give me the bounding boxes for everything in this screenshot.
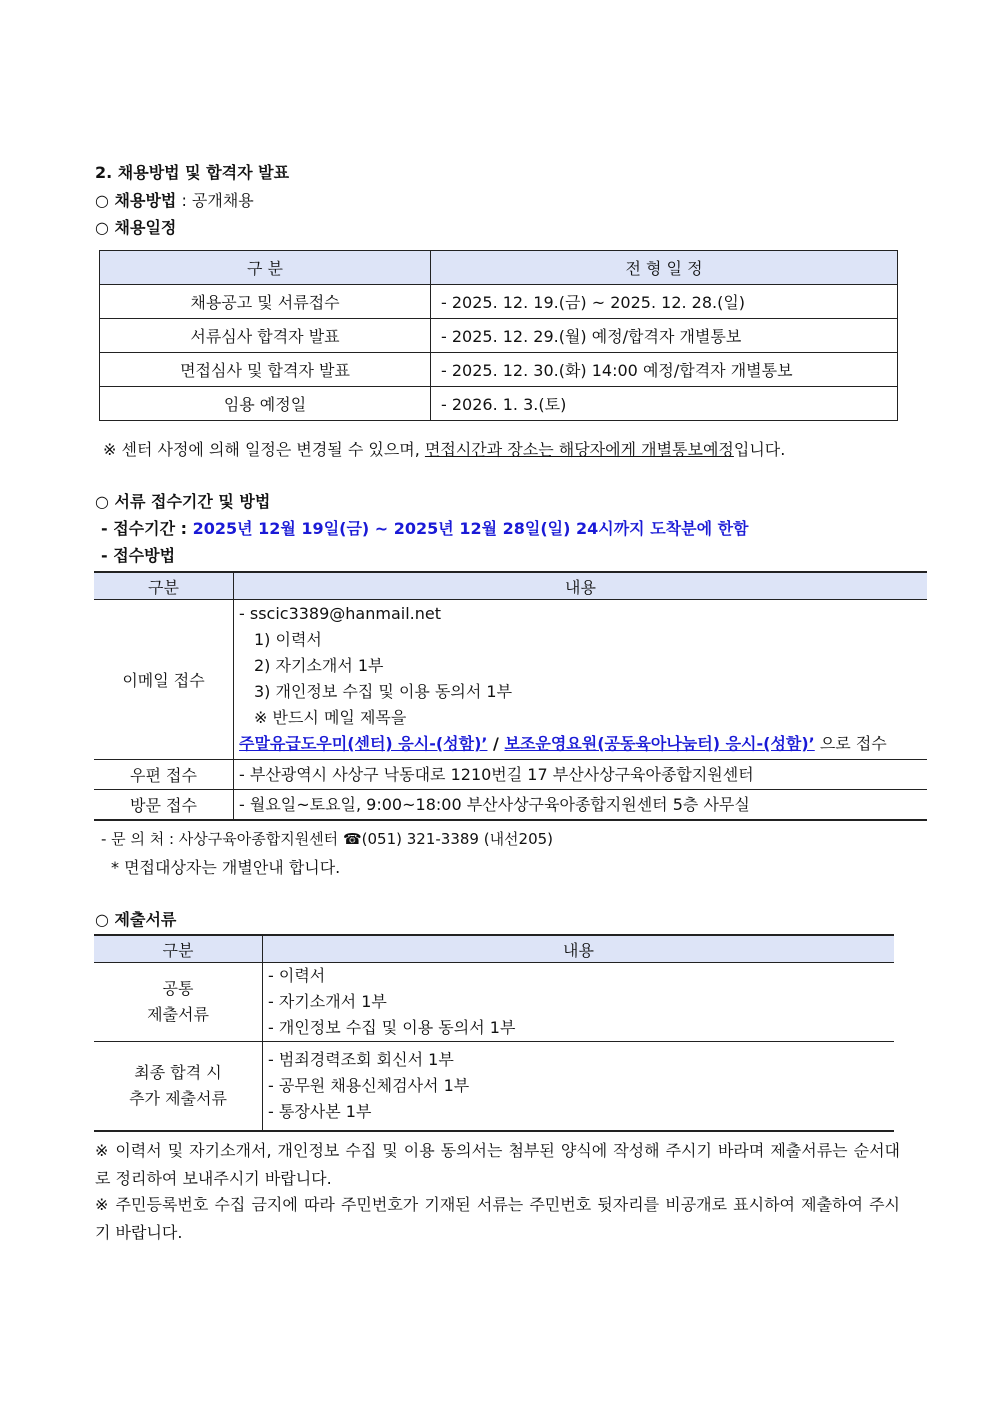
post-key: 우편 접수 xyxy=(94,760,234,790)
email-item: 3) 개인정보 수집 및 이용 동의서 1부 xyxy=(254,682,513,701)
email-item: 2) 자기소개서 1부 xyxy=(254,656,384,675)
schedule-item: 채용공고 및 서류접수 xyxy=(100,285,431,319)
schedule-table xyxy=(99,250,898,421)
schedule-date: - 2026. 1. 3.(토) xyxy=(431,387,898,421)
schedule-header-dates: 전 형 일 정 xyxy=(431,251,898,285)
email-subject-assistant-staff: 보조운영요원(공동육아나눔터) 응시-(성함)’ xyxy=(504,734,815,753)
table-row xyxy=(100,353,898,387)
table-row xyxy=(94,790,927,821)
subject-separator: / xyxy=(487,734,505,753)
table-row xyxy=(94,600,927,760)
documents-note-1: ※ 이력서 및 자기소개서, 개인정보 수집 및 이용 동의서는 첨부된 양식에 작성해 주시기 바라며 제출서류는 순서대로 정리하여 보내주시기 바랍니다. xyxy=(95,1141,900,1188)
schedule-note xyxy=(103,437,785,460)
table-row xyxy=(94,760,927,790)
common-key-line1: 공통 xyxy=(162,979,194,998)
documents-note-2: ※ 주민등록번호 수집 금지에 따라 주민번호가 기재된 서류는 주민번호 뒷자리를 비공개로 표시하여 제출하여 주시기 바랍니다. xyxy=(95,1195,900,1242)
application-heading: ○ 서류 접수기간 및 방법 xyxy=(95,492,271,511)
documents-heading: ○ 제출서류 xyxy=(95,910,177,929)
application-method-label: - 접수방법 xyxy=(101,546,176,565)
documents-header-content: 내용 xyxy=(263,935,895,963)
list-item: - 자기소개서 1부 xyxy=(268,992,387,1011)
email-subject-line xyxy=(234,731,927,757)
application-period-value: 2025년 12월 19일(금) ~ 2025년 12월 28일(일) 24시까지 도착분에 한함 xyxy=(192,519,749,538)
common-key-line2: 제출서류 xyxy=(147,1005,209,1024)
email-subject-weekend-helper: 주말유급도우미(센터) 응시-(성함)’ xyxy=(239,734,488,753)
final-documents-key xyxy=(94,1042,263,1132)
contact-prefix: - 문 의 처 : 사상구육아종합지원센터 xyxy=(101,830,343,848)
final-key-line2: 추가 제출서류 xyxy=(129,1089,227,1108)
email-content xyxy=(234,600,928,760)
hiring-method-line xyxy=(95,188,254,211)
list-item: - 공무원 채용신체검사서 1부 xyxy=(268,1076,470,1095)
list-item: - 개인정보 수집 및 이용 동의서 1부 xyxy=(268,1018,516,1037)
final-key-line1: 최종 합격 시 xyxy=(134,1063,222,1082)
contact-value: (051) 321-3389 (내선205) xyxy=(361,830,554,848)
application-period xyxy=(101,516,749,539)
schedule-date: - 2025. 12. 19.(금) ~ 2025. 12. 28.(일) xyxy=(431,285,898,319)
email-address: - sscic3389@hanmail.net xyxy=(239,604,441,623)
application-method-table xyxy=(94,571,927,821)
list-item: - 이력서 xyxy=(268,966,326,985)
email-item: 1) 이력서 xyxy=(254,630,322,649)
post-value: - 부산광역시 사상구 낙동대로 1210번길 17 부산사상구육아종합지원센터 xyxy=(234,760,928,790)
email-notice: ※ 반드시 메일 제목을 xyxy=(254,708,407,727)
method-header-category: 구분 xyxy=(94,572,234,600)
list-item: - 통장사본 1부 xyxy=(268,1102,372,1121)
table-row xyxy=(100,387,898,421)
table-row xyxy=(100,319,898,353)
schedule-note-prefix: ※ 센터 사정에 의해 일정은 변경될 수 있으며, xyxy=(103,440,425,459)
table-row xyxy=(94,963,894,1042)
schedule-header-category: 구 분 xyxy=(100,251,431,285)
final-documents-list xyxy=(263,1042,895,1132)
schedule-date: - 2025. 12. 29.(월) 예정/합격자 개별통보 xyxy=(431,319,898,353)
documents-header-category: 구분 xyxy=(94,935,263,963)
list-item: - 범죄경력조회 회신서 1부 xyxy=(268,1050,454,1069)
table-row xyxy=(100,285,898,319)
table-row xyxy=(94,1042,894,1132)
section-heading: 2. 채용방법 및 합격자 발표 xyxy=(95,163,290,182)
email-key: 이메일 접수 xyxy=(94,600,234,760)
schedule-item: 임용 예정일 xyxy=(100,387,431,421)
hiring-method-label: ○ 채용방법 xyxy=(95,191,177,210)
visit-key: 방문 접수 xyxy=(94,790,234,821)
phone-icon: ☎ xyxy=(342,830,362,848)
contact-line xyxy=(101,828,553,849)
schedule-note-underlined: 면접시간과 장소는 해당자에게 개별통보예정 xyxy=(424,440,734,459)
schedule-date: - 2025. 12. 30.(화) 14:00 예정/합격자 개별통보 xyxy=(431,353,898,387)
common-documents-list xyxy=(263,963,895,1042)
common-documents-key xyxy=(94,963,263,1042)
schedule-note-suffix: 입니다. xyxy=(733,440,786,459)
email-subject-suffix: 으로 접수 xyxy=(814,734,887,753)
documents-table xyxy=(94,934,894,1132)
application-period-label: - 접수기간 : xyxy=(101,519,193,538)
schedule-item: 면접심사 및 합격자 발표 xyxy=(100,353,431,387)
hiring-method-value: : 공개채용 xyxy=(176,191,254,210)
schedule-item: 서류심사 합격자 발표 xyxy=(100,319,431,353)
schedule-label: ○ 채용일정 xyxy=(95,218,177,237)
visit-value: - 월요일~토요일, 9:00~18:00 부산사상구육아종합지원센터 5층 사무실 xyxy=(234,790,928,821)
interview-note: * 면접대상자는 개별안내 합니다. xyxy=(111,858,341,877)
method-header-content: 내용 xyxy=(234,572,928,600)
